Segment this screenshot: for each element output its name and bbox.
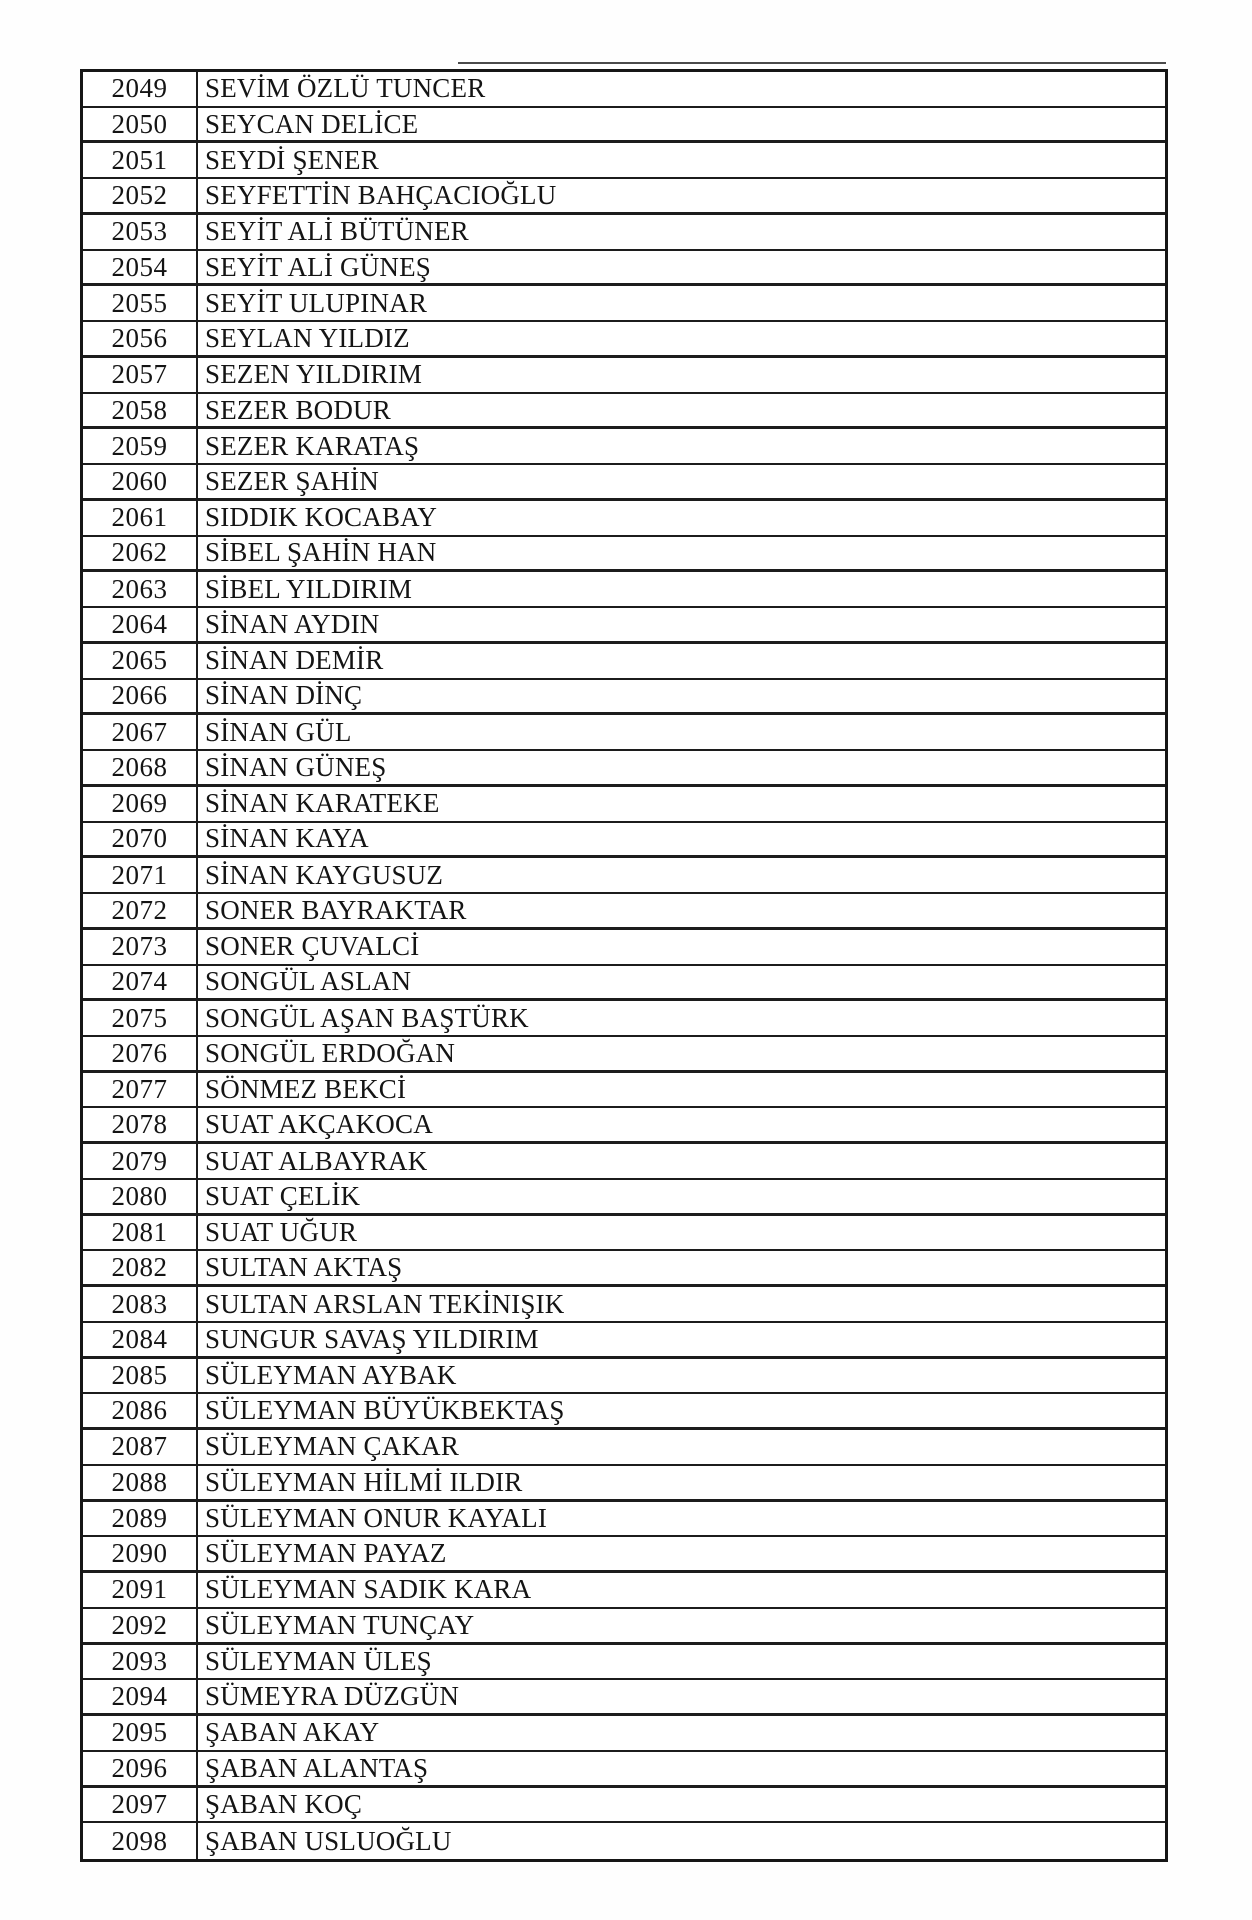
- row-number-cell: 2058: [83, 394, 198, 427]
- table-row: [83, 1287, 1165, 1323]
- row-number-cell: 2091: [83, 1573, 198, 1607]
- row-name-cell: SÜLEYMAN ÇAKAR: [205, 1431, 460, 1462]
- table-row: [83, 1037, 1165, 1073]
- row-number-cell: 2090: [83, 1537, 198, 1570]
- table-row: [83, 215, 1165, 251]
- table-row: [83, 1323, 1165, 1359]
- table-row: [83, 358, 1165, 394]
- table-row: [83, 1609, 1165, 1645]
- row-number-cell: 2051: [83, 143, 198, 177]
- row-name-cell: SUNGUR SAVAŞ YILDIRIM: [205, 1323, 539, 1354]
- row-name-cell: SÜLEYMAN ÜLEŞ: [205, 1645, 432, 1676]
- row-number-cell: 2096: [83, 1752, 198, 1785]
- row-number-cell: 2062: [83, 537, 198, 570]
- row-name-cell: SÜLEYMAN BÜYÜKBEKTAŞ: [205, 1395, 565, 1426]
- row-number-cell: 2093: [83, 1645, 198, 1679]
- row-number-cell: 2083: [83, 1287, 198, 1321]
- row-number-cell: 2067: [83, 715, 198, 749]
- table-row: [83, 1430, 1165, 1466]
- table-row: [83, 1359, 1165, 1395]
- row-name-cell: SİNAN KARATEKE: [205, 788, 440, 819]
- table-row: [83, 394, 1165, 430]
- row-number-cell: 2070: [83, 823, 198, 856]
- row-number-cell: 2075: [83, 1001, 198, 1035]
- table-row: [83, 1823, 1165, 1859]
- table-row: [83, 1073, 1165, 1109]
- table-row: [83, 966, 1165, 1002]
- row-name-cell: SEYİT ALİ GÜNEŞ: [205, 251, 432, 282]
- row-name-cell: SIDDIK KOCABAY: [205, 502, 438, 533]
- row-number-cell: 2097: [83, 1788, 198, 1822]
- row-number-cell: 2054: [83, 251, 198, 284]
- row-number-cell: 2089: [83, 1502, 198, 1536]
- table-row: [83, 251, 1165, 287]
- table-row: [83, 823, 1165, 859]
- row-name-cell: SÜLEYMAN SADIK KARA: [205, 1574, 532, 1605]
- row-number-cell: 2098: [83, 1823, 198, 1859]
- table-row: [83, 1645, 1165, 1681]
- table-row: [83, 930, 1165, 966]
- row-number-cell: 2056: [83, 322, 198, 355]
- table-row: [83, 1537, 1165, 1573]
- table-row: [83, 1251, 1165, 1287]
- row-number-cell: 2060: [83, 465, 198, 498]
- row-name-cell: SONGÜL AŞAN BAŞTÜRK: [205, 1002, 529, 1033]
- row-name-cell: SONGÜL ERDOĞAN: [205, 1037, 456, 1068]
- table-row: [83, 1466, 1165, 1502]
- row-number-cell: 2074: [83, 966, 198, 999]
- table-row: [83, 1716, 1165, 1752]
- row-number-cell: 2063: [83, 572, 198, 606]
- row-name-cell: SİNAN KAYGUSUZ: [205, 859, 444, 890]
- row-name-cell: SUAT ÇELİK: [205, 1180, 361, 1211]
- row-name-cell: SONGÜL ASLAN: [205, 966, 412, 997]
- row-number-cell: 2088: [83, 1466, 198, 1499]
- row-name-cell: SUAT ALBAYRAK: [205, 1145, 428, 1176]
- table-row: [83, 1180, 1165, 1216]
- row-name-cell: SEYCAN DELİCE: [205, 108, 419, 139]
- row-number-cell: 2064: [83, 608, 198, 641]
- row-number-cell: 2068: [83, 751, 198, 784]
- table-row: [83, 1788, 1165, 1824]
- row-name-cell: SEYLAN YILDIZ: [205, 323, 410, 354]
- row-number-cell: 2086: [83, 1394, 198, 1427]
- table-row: [83, 1394, 1165, 1430]
- row-number-cell: 2085: [83, 1359, 198, 1393]
- table-row: [83, 1001, 1165, 1037]
- table-row: [83, 322, 1165, 358]
- row-number-cell: 2094: [83, 1680, 198, 1713]
- row-number-cell: 2082: [83, 1251, 198, 1284]
- table-row: [83, 429, 1165, 465]
- row-number-cell: 2061: [83, 501, 198, 535]
- row-name-cell: SEYFETTİN BAHÇACIOĞLU: [205, 180, 557, 211]
- table-row: [83, 1573, 1165, 1609]
- row-name-cell: SUAT AKÇAKOCA: [205, 1109, 433, 1140]
- row-number-cell: 2050: [83, 108, 198, 141]
- row-name-cell: SÜLEYMAN ONUR KAYALI: [205, 1502, 548, 1533]
- row-number-cell: 2049: [83, 72, 198, 106]
- row-name-cell: SEZEN YILDIRIM: [205, 359, 423, 390]
- row-name-cell: SÖNMEZ BEKCİ: [205, 1074, 407, 1105]
- row-number-cell: 2066: [83, 680, 198, 713]
- row-name-cell: SİBEL ŞAHİN HAN: [205, 537, 437, 568]
- row-number-cell: 2072: [83, 894, 198, 927]
- row-name-cell: SİNAN KAYA: [205, 823, 369, 854]
- row-name-cell: SÜMEYRA DÜZGÜN: [205, 1681, 460, 1712]
- table-row: [83, 465, 1165, 501]
- table-row: [83, 608, 1165, 644]
- row-name-cell: ŞABAN USLUOĞLU: [205, 1825, 452, 1856]
- row-number-cell: 2057: [83, 358, 198, 392]
- row-name-cell: SÜLEYMAN TUNÇAY: [205, 1609, 475, 1640]
- row-name-cell: ŞABAN AKAY: [205, 1717, 380, 1748]
- row-name-cell: SÜLEYMAN HİLMİ ILDIR: [205, 1466, 523, 1497]
- row-number-cell: 2073: [83, 930, 198, 964]
- row-number-cell: 2076: [83, 1037, 198, 1070]
- row-number-cell: 2055: [83, 286, 198, 320]
- row-name-cell: SİNAN AYDIN: [205, 608, 380, 639]
- table-row: [83, 1144, 1165, 1180]
- scan-artifact-line: [458, 62, 1166, 64]
- table-row: [83, 72, 1165, 108]
- row-name-cell: SUAT UĞUR: [205, 1217, 358, 1248]
- table-row: [83, 179, 1165, 215]
- row-name-cell: SEYİT ALİ BÜTÜNER: [205, 216, 469, 247]
- table-row: [83, 1108, 1165, 1144]
- row-name-cell: SEYDİ ŞENER: [205, 144, 379, 175]
- row-name-cell: SİNAN DEMİR: [205, 645, 384, 676]
- row-number-cell: 2078: [83, 1108, 198, 1141]
- table-row: [83, 108, 1165, 144]
- row-number-cell: 2092: [83, 1609, 198, 1642]
- row-number-cell: 2087: [83, 1430, 198, 1464]
- row-name-cell: SEZER ŞAHİN: [205, 466, 379, 496]
- table-row: [83, 1680, 1165, 1716]
- row-number-cell: 2077: [83, 1073, 198, 1107]
- table-row: [83, 1216, 1165, 1252]
- row-name-cell: ŞABAN KOÇ: [205, 1788, 363, 1819]
- row-number-cell: 2071: [83, 858, 198, 892]
- row-name-cell: SULTAN ARSLAN TEKİNIŞIK: [205, 1288, 565, 1319]
- table-row: [83, 858, 1165, 894]
- row-number-cell: 2084: [83, 1323, 198, 1356]
- table-row: [83, 572, 1165, 608]
- table-row: [83, 715, 1165, 751]
- table-row: [83, 1752, 1165, 1788]
- row-number-cell: 2059: [83, 429, 198, 463]
- row-name-cell: SONER ÇUVALCİ: [205, 931, 420, 962]
- table-row: [83, 644, 1165, 680]
- row-name-cell: SEZER BODUR: [205, 394, 391, 425]
- table-row: [83, 894, 1165, 930]
- row-name-cell: SÜLEYMAN PAYAZ: [205, 1538, 447, 1569]
- row-name-cell: SÜLEYMAN AYBAK: [205, 1360, 457, 1390]
- row-number-cell: 2065: [83, 644, 198, 678]
- table-row: [83, 501, 1165, 537]
- table-row: [83, 286, 1165, 322]
- table-row: [83, 143, 1165, 179]
- table-row: [83, 537, 1165, 573]
- table-row: [83, 1502, 1165, 1538]
- row-name-cell: SİBEL YILDIRIM: [205, 573, 413, 604]
- row-name-cell: SEVİM ÖZLÜ TUNCER: [205, 73, 486, 104]
- row-name-cell: SEYİT ULUPINAR: [205, 287, 428, 318]
- row-number-cell: 2079: [83, 1144, 198, 1178]
- row-name-cell: SULTAN AKTAŞ: [205, 1252, 403, 1283]
- row-name-cell: ŞABAN ALANTAŞ: [205, 1752, 429, 1783]
- row-number-cell: 2081: [83, 1216, 198, 1250]
- row-number-cell: 2053: [83, 215, 198, 249]
- table-row: [83, 751, 1165, 787]
- row-name-cell: SİNAN GÜL: [205, 716, 352, 747]
- row-number-cell: 2052: [83, 179, 198, 212]
- name-list-table: [80, 69, 1168, 1862]
- row-name-cell: SİNAN DİNÇ: [205, 680, 363, 711]
- row-number-cell: 2069: [83, 787, 198, 821]
- row-name-cell: SEZER KARATAŞ: [205, 430, 420, 461]
- row-number-cell: 2095: [83, 1716, 198, 1750]
- row-name-cell: SONER BAYRAKTAR: [205, 894, 467, 925]
- row-name-cell: SİNAN GÜNEŞ: [205, 751, 387, 782]
- table-row: [83, 680, 1165, 716]
- table-row: [83, 787, 1165, 823]
- row-number-cell: 2080: [83, 1180, 198, 1213]
